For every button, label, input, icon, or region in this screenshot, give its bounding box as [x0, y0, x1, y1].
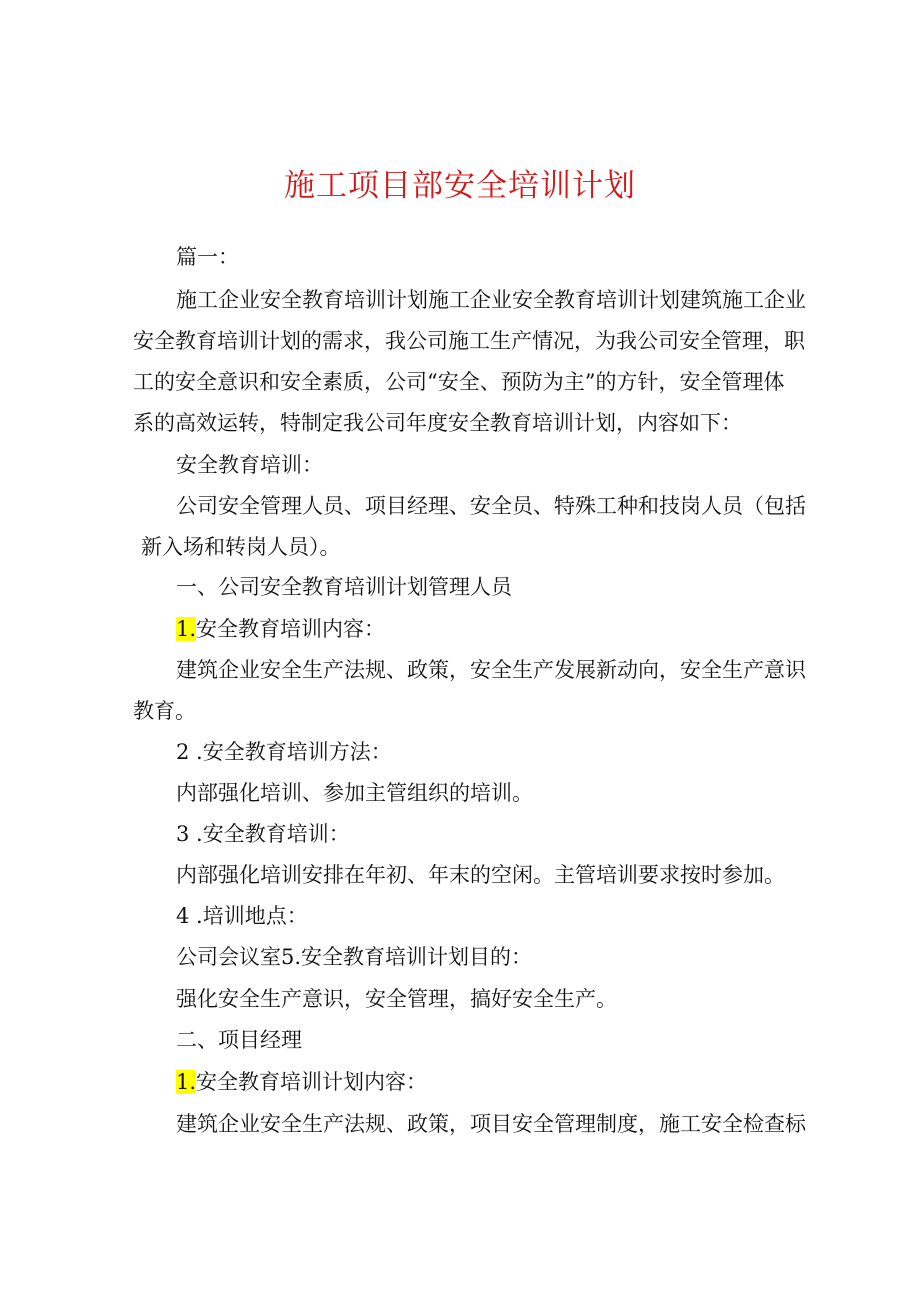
intro-line-3: 工的安全意识和安全素质，公司“安全、预防为主”的方针，安全管理体 — [133, 370, 785, 394]
section-1-item-3: 3 .安全教育培训： — [176, 822, 350, 846]
document-title: 施工项目部安全培训计划 — [284, 168, 636, 204]
section-1-item-2: 2 .安全教育培训方法： — [176, 740, 392, 764]
section-1-item-5-text: 强化安全生产意识，安全管理，搞好安全生产。 — [176, 987, 617, 1011]
section-1-item-4: 4 .培训地点： — [176, 904, 308, 928]
intro-line-1: 施工企业安全教育培训计划施工企业安全教育培训计划建筑施工企业 — [176, 288, 806, 312]
section-1-heading: 一、公司安全教育培训计划管理人员 — [176, 575, 512, 599]
section-1-item-1 — [176, 614, 385, 644]
item-label: 安全教育培训内容： — [196, 617, 386, 641]
chapter-label: 篇一： — [176, 245, 239, 269]
section-1-item-2-text: 内部强化培训、参加主管组织的培训。 — [176, 781, 533, 805]
item-label: 安全教育培训计划内容： — [196, 1070, 428, 1094]
training-heading: 安全教育培训： — [176, 453, 323, 477]
section-2-item-1-text-line-1: 建筑企业安全生产法规、政策，项目安全管理制度，施工安全检查标 — [176, 1112, 806, 1136]
section-2-item-1 — [176, 1067, 427, 1097]
highlighted-number: 1. — [176, 1070, 197, 1094]
section-1-item-1-text-line-2: 教育。 — [133, 699, 196, 723]
targets-line-2: 新入场和转岗人员）。 — [141, 535, 341, 559]
section-1-item-4-text: 公司会议室5.安全教育培训计划目的： — [176, 945, 533, 969]
section-1-item-1-text-line-1: 建筑企业安全生产法规、政策，安全生产发展新动向，安全生产意识 — [176, 658, 806, 682]
intro-line-4: 系的高效运转，特制定我公司年度安全教育培训计划，内容如下： — [133, 411, 742, 435]
intro-line-2: 安全教育培训计划的需求，我公司施工生产情况，为我公司安全管理，职 — [133, 329, 805, 353]
section-2-heading: 二、项目经理 — [176, 1028, 302, 1052]
highlighted-number: 1. — [176, 617, 197, 641]
targets-line-1: 公司安全管理人员、项目经理、安全员、特殊工种和技岗人员（包括 — [176, 494, 806, 518]
section-1-item-3-text: 内部强化培训安排在年初、年末的空闲。主管培训要求按时参加。 — [176, 863, 785, 887]
